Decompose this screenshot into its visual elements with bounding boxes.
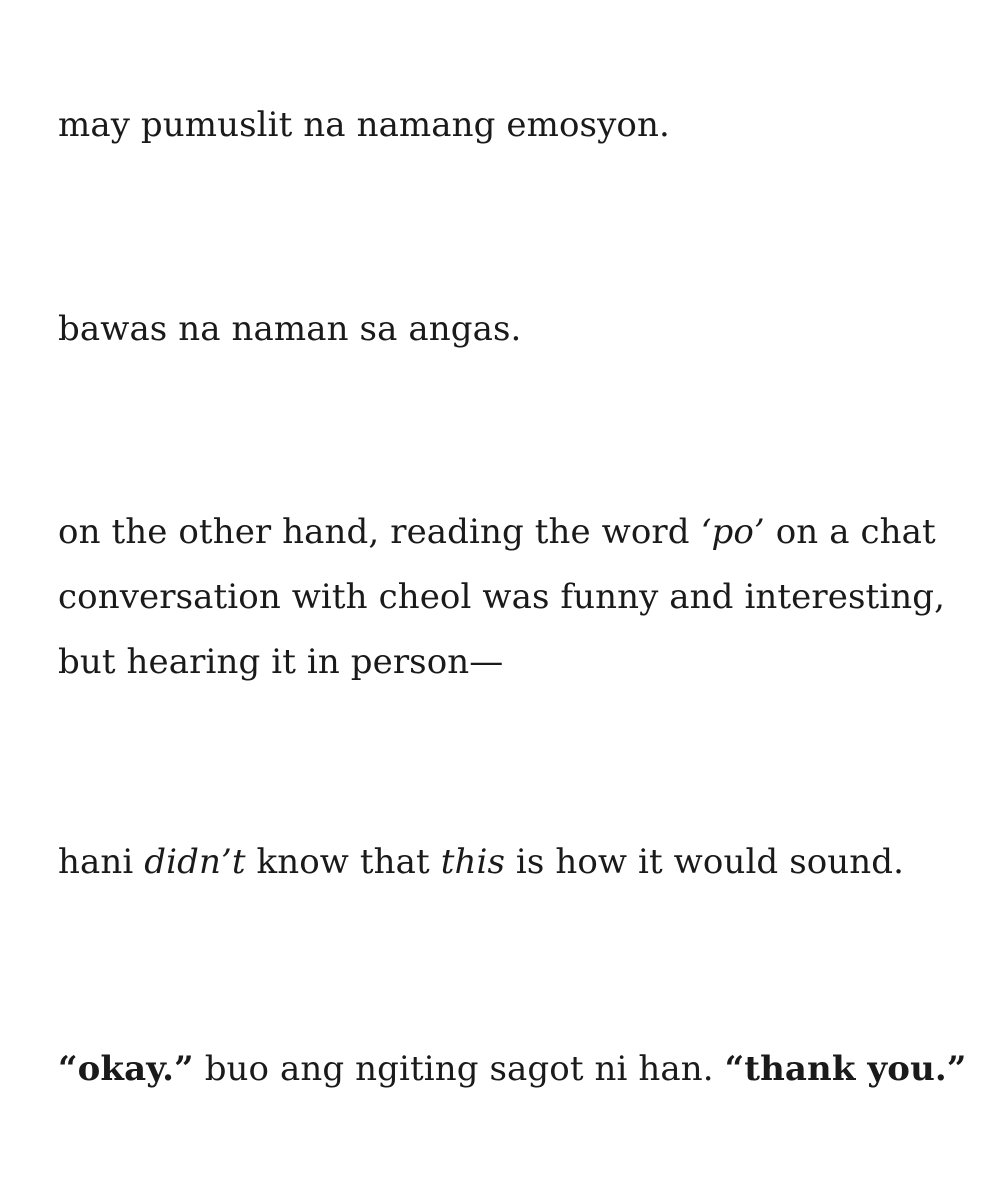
paragraph-4 <box>58 830 938 895</box>
paragraph-4-italic-didnt: didn’t <box>144 842 246 882</box>
paragraph-4-middle: know that <box>245 842 441 882</box>
paragraph-5-middle: buo ang ngiting sagot ni han. <box>193 1049 725 1089</box>
paragraph-3-line-2: conversation with cheol was funny and interesting, <box>58 577 946 617</box>
paragraph-5-bold-thank-you: “thank you.” <box>724 1049 967 1089</box>
paragraph-5-bold-okay: “okay.” <box>58 1049 194 1089</box>
paragraph-4-line <box>58 830 938 895</box>
paragraph-5 <box>58 1037 967 1102</box>
paragraph-4-start: hani <box>58 842 145 882</box>
paragraph-2-text: bawas na naman sa angas. <box>58 309 522 349</box>
paragraph-2 <box>58 297 938 362</box>
paragraph-3 <box>58 500 946 695</box>
paragraph-4-italic-this: this <box>440 842 506 882</box>
paragraph-5-line <box>58 1037 967 1102</box>
paragraph-3-line-3: but hearing it in person— <box>58 642 504 682</box>
paragraph-3-italic-po: ‘po’ <box>700 512 765 552</box>
paragraph-1 <box>58 93 938 158</box>
paragraph-1-text: may pumuslit na namang emosyon. <box>58 105 670 145</box>
paragraph-3-line-1 <box>58 500 938 565</box>
paragraph-4-end: is how it would sound. <box>505 842 905 882</box>
paragraph-3-line-1-end: on a chat <box>764 512 936 552</box>
paragraph-3-line-1-start: on the other hand, reading the word <box>58 512 701 552</box>
